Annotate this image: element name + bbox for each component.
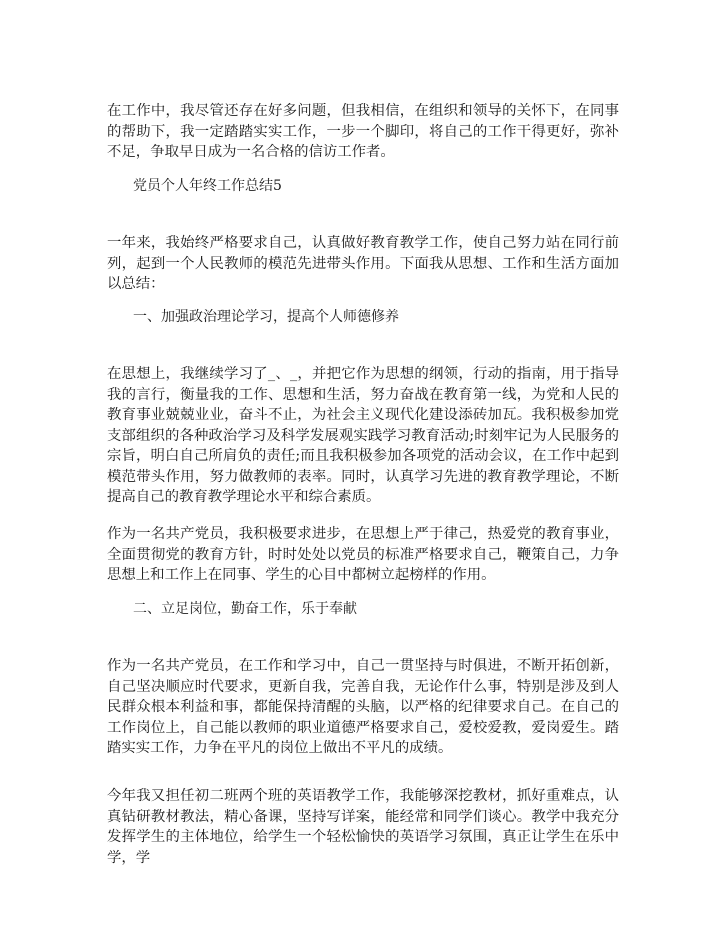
paragraph-work-reflection: 在工作中，我尽管还存在好多问题，但我相信，在组织和领导的关怀下，在同事的帮助下，我一定踏踏实实工作，一步一个脚印，将自己的工作干得更好，弥补不足，争取早日成为一名合格的信访工作者。 <box>107 103 619 160</box>
subheading-political-study: 一、加强政治理论学习，提高个人师德修养 <box>133 309 399 325</box>
paragraph-english-teaching: 今年我又担任初二班两个班的英语教学工作，我能够深挖教材，抓好重难点，认真钻研教材教法，精心备课，坚持写详案，能经常和同学们谈心。教学中我充分发挥学生的主体地位，给学生一个轻松愉快的英语学习氛围，真正让学生在乐中学，学 <box>107 788 619 866</box>
section-title: 党员个人年终工作总结5 <box>133 178 282 194</box>
paragraph-intro: 一年来，我始终严格要求自己，认真做好教育教学工作，使自己努力站在同行前列，起到一个人民教师的模范先进带头作用。下面我从思想、工作和生活方面加以总结： <box>107 235 619 292</box>
paragraph-party-member: 作为一名共产党员，我积极要求进步，在思想上严于律己，热爱党的教育事业，全面贯彻党的教育方针，时时处处以党员的标准严格要求自己，鞭策自己，力争思想上和工作上在同事、学生的心目中都树立起榜样的作用。 <box>107 526 619 583</box>
paragraph-work-study: 作为一名共产党员，在工作和学习中，自己一贯坚持与时俱进，不断开拓创新，自己坚决顺应时代要求，更新自我，完善自我，无论作什么事，特别是涉及到人民群众根本利益和事，都能保持清醒的头脑，以严格的纪律要求自己。在自己的工作岗位上，自己能以教师的职业道德严格要求自己，爱校爱教，爱岗爱生。踏踏实实工作，力争在平凡的岗位上做出不平凡的成绩。 <box>107 658 619 756</box>
subheading-dedication: 二、立足岗位，勤奋工作，乐于奉献 <box>133 601 357 617</box>
paragraph-ideology: 在思想上，我继续学习了_、_，并把它作为思想的纲领，行动的指南，用于指导我的言行，衡量我的工作、思想和生活，努力奋战在教育第一线，为党和人民的教育事业兢兢业业，奋斗不止，为社会主义现代化建设添砖加瓦。我积极参加党支部组织的各种政治学习及科学发展观实践学习教育活动;时刻牢记为人民服务的宗旨，明白自己所肩负的责任;而且我积极参加各项党的活动会议，在工作中起到模范带头作用，努力做教师的表率。同时，认真学习先进的教育教学理论，不断提高自己的教育教学理论水平和综合素质。 <box>107 366 619 505</box>
